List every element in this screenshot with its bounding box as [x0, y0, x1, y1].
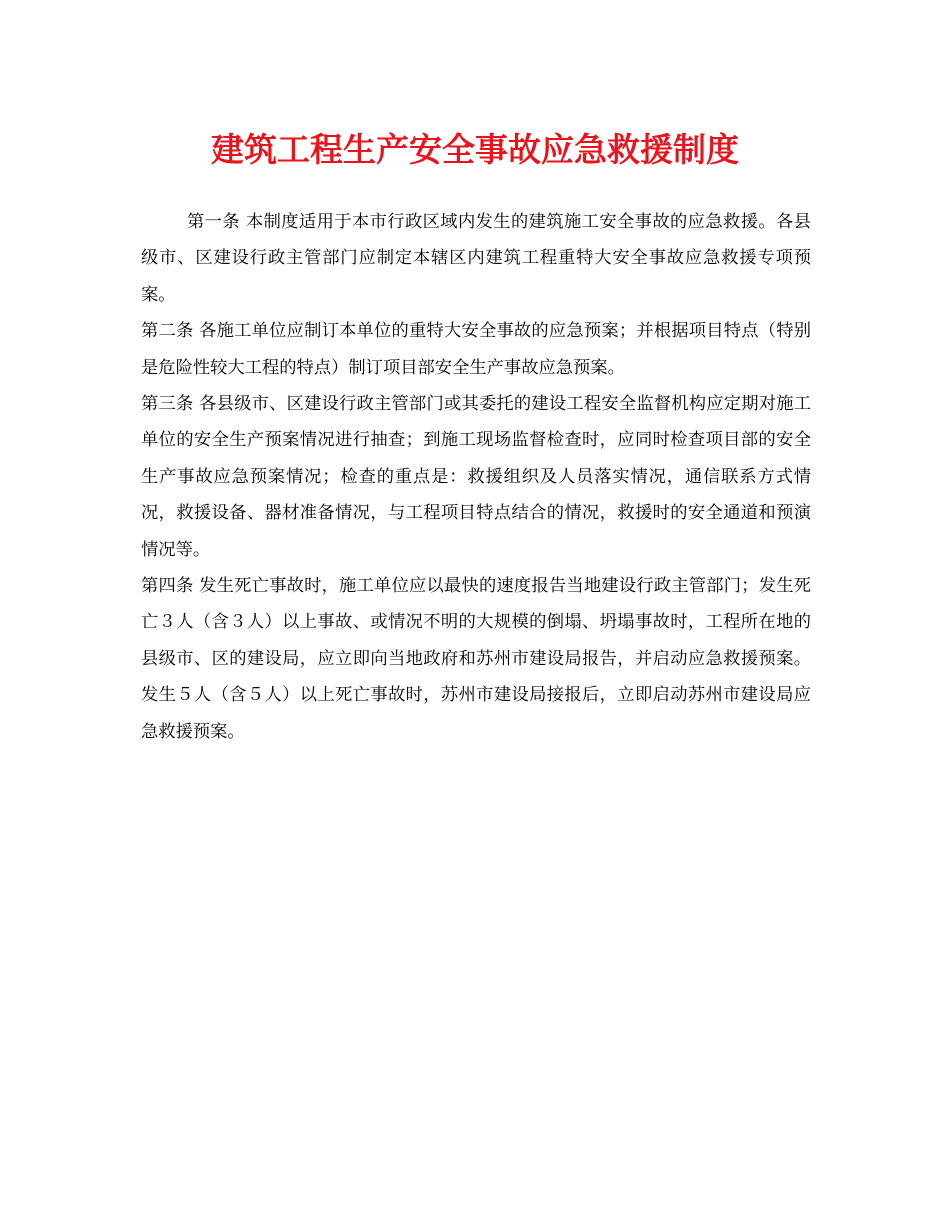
document-title: 建筑工程生产安全事故应急救援制度	[211, 130, 739, 169]
article-4: 第四条 发生死亡事故时，施工单位应以最快的速度报告当地建设行政主管部门；发生死亡３人（含３人）以上事故、或情况不明的大规模的倒塌、坍塌事故时，工程所在地的县级市、区的建设局，应立即向当地政府和苏州市建设局报告，并启动应急救援预案。发生５人（含５人）以上死亡事故时，苏州市建设局接报后，立即启动苏州市建设局应急救援预案。	[141, 576, 811, 742]
article-1: 第一条 本制度适用于本市行政区域内发生的建筑施工安全事故的应急救援。各县级市、区建设行政主管部门应制定本辖区内建筑工程重特大安全事故应急救援专项预案。	[141, 212, 811, 305]
article-3: 第三条 各县级市、区建设行政主管部门或其委托的建设工程安全监督机构应定期对施工单位的安全生产预案情况进行抽查；到施工现场监督检查时，应同时检查项目部的安全生产事故应急预案情况；检查的重点是：救援组织及人员落实情况，通信联系方式情况，救援设备、器材准备情况，与工程项目特点结合的情况，救援时的安全通道和预演情况等。	[141, 394, 811, 560]
document-body	[141, 204, 811, 750]
article-2: 第二条 各施工单位应制订本单位的重特大安全事故的应急预案；并根据项目特点（特别是危险性较大工程的特点）制订项目部安全生产事故应急预案。	[141, 321, 811, 378]
